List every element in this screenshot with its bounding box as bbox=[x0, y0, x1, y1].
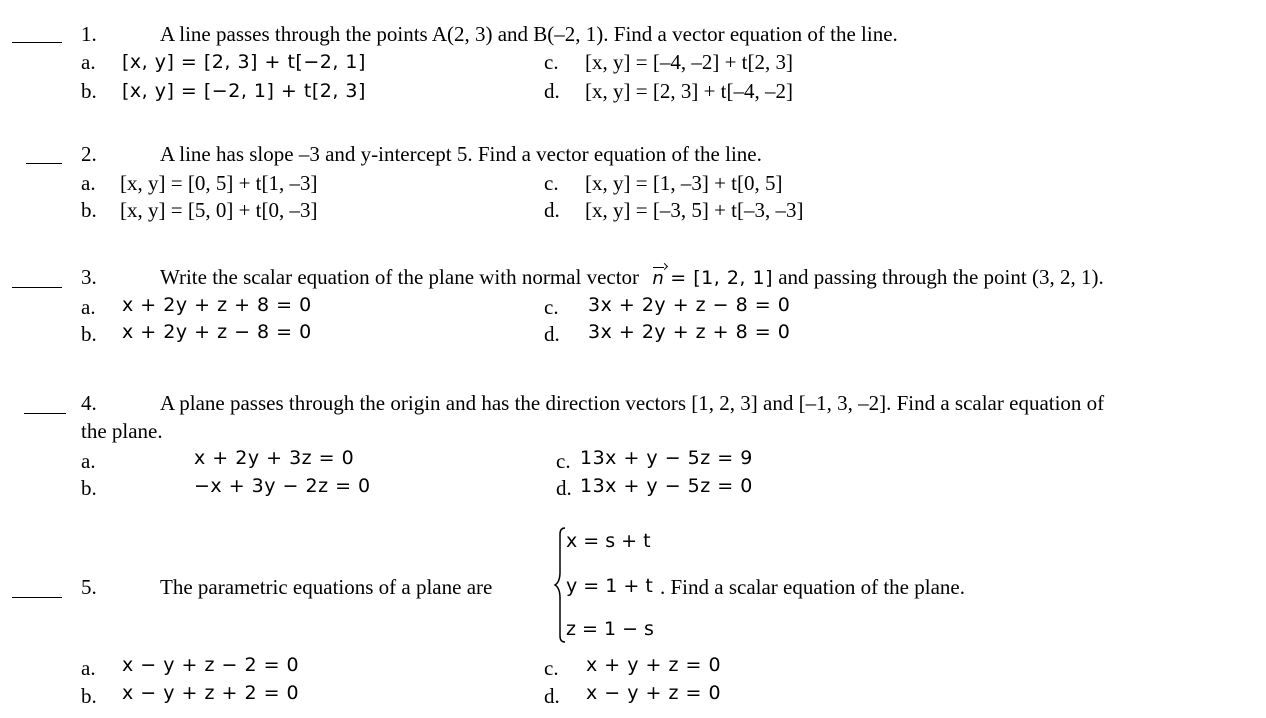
parametric-system bbox=[552, 524, 672, 644]
answer-blank-3[interactable] bbox=[12, 287, 62, 288]
question-number: 1. bbox=[81, 22, 97, 46]
option-b: −x + 3y − 2z = 0 bbox=[194, 475, 371, 497]
question-number: 4. bbox=[81, 391, 97, 415]
normal-vector-symbol: n bbox=[652, 268, 664, 289]
stem-text-before: Write the scalar equation of the plane with normal vector bbox=[160, 265, 640, 289]
option-b: x + 2y + z − 8 = 0 bbox=[122, 321, 312, 343]
option-c: 13x + y − 5z = 9 bbox=[580, 447, 753, 469]
question-stem: A plane passes through the origin and has the direction vectors [1, 2, 3] and [–1, 3, –2]. Find a scalar equation of bbox=[160, 391, 1105, 415]
option-d: x − y + z = 0 bbox=[586, 682, 722, 704]
option-a: x + 2y + z + 8 = 0 bbox=[122, 294, 312, 316]
system-equation-z: z = 1 − s bbox=[566, 618, 654, 640]
answer-blank-1[interactable] bbox=[12, 42, 62, 43]
question-number: 2. bbox=[81, 142, 97, 166]
option-a: [x, y] = [0, 5] + t[1, –3] bbox=[120, 171, 318, 195]
option-c: 3x + 2y + z − 8 = 0 bbox=[588, 294, 791, 316]
system-equation-y: y = 1 + t bbox=[566, 575, 653, 597]
option-letter-b: b. bbox=[81, 322, 97, 346]
option-b: [x, y] = [−2, 1] + t[2, 3] bbox=[122, 80, 366, 102]
option-letter-b: b. bbox=[81, 198, 97, 222]
option-a: x − y + z − 2 = 0 bbox=[122, 654, 300, 676]
option-c: [x, y] = [1, –3] + t[0, 5] bbox=[585, 171, 783, 195]
option-letter-d: d. bbox=[544, 198, 560, 222]
question-stem: A line passes through the points A(2, 3) and B(–2, 1). Find a vector equation of the line. bbox=[160, 22, 898, 46]
option-d: [x, y] = [2, 3] + t[–4, –2] bbox=[585, 79, 793, 103]
option-a: [x, y] = [2, 3] + t[−2, 1] bbox=[122, 51, 366, 73]
option-letter-a: a. bbox=[81, 656, 96, 680]
option-letter-b: b. bbox=[81, 684, 97, 708]
question-number: 3. bbox=[81, 265, 97, 289]
answer-blank-4[interactable] bbox=[24, 413, 66, 414]
option-letter-d: d. bbox=[544, 684, 560, 708]
option-letter-c: c. bbox=[544, 171, 559, 195]
question-stem bbox=[160, 265, 1104, 291]
normal-vector-value: = [1, 2, 1] bbox=[663, 267, 773, 289]
option-a: x + 2y + 3z = 0 bbox=[194, 447, 355, 469]
option-letter-b: b. bbox=[81, 79, 97, 103]
option-d: [x, y] = [–3, 5] + t[–3, –3] bbox=[585, 198, 804, 222]
option-letter-c: c. bbox=[544, 656, 559, 680]
option-letter-b: b. bbox=[81, 476, 97, 500]
stem-text-after: and passing through the point (3, 2, 1). bbox=[772, 265, 1104, 289]
option-letter-d: d. bbox=[544, 322, 560, 346]
option-letter-a: a. bbox=[81, 171, 96, 195]
option-b: x − y + z + 2 = 0 bbox=[122, 682, 300, 704]
question-stem-after: . Find a scalar equation of the plane. bbox=[660, 575, 965, 599]
option-letter-c: c. bbox=[556, 449, 571, 473]
answer-blank-2[interactable] bbox=[26, 163, 62, 164]
option-letter-c: c. bbox=[544, 295, 559, 319]
option-d: 13x + y − 5z = 0 bbox=[580, 475, 753, 497]
option-letter-a: a. bbox=[81, 449, 96, 473]
option-letter-c: c. bbox=[544, 50, 559, 74]
question-stem: A line has slope –3 and y-intercept 5. Find a vector equation of the line. bbox=[160, 142, 762, 166]
option-c: x + y + z = 0 bbox=[586, 654, 722, 676]
option-letter-a: a. bbox=[81, 50, 96, 74]
option-b: [x, y] = [5, 0] + t[0, –3] bbox=[120, 198, 318, 222]
question-stem-continued: the plane. bbox=[81, 419, 163, 443]
option-c: [x, y] = [–4, –2] + t[2, 3] bbox=[585, 50, 793, 74]
option-d: 3x + 2y + z + 8 = 0 bbox=[588, 321, 791, 343]
question-stem: The parametric equations of a plane are bbox=[160, 575, 493, 599]
option-letter-a: a. bbox=[81, 295, 96, 319]
system-equation-x: x = s + t bbox=[566, 530, 651, 552]
question-number: 5. bbox=[81, 575, 97, 599]
option-letter-d: d. bbox=[544, 79, 560, 103]
answer-blank-5[interactable] bbox=[12, 597, 62, 598]
option-letter-d: d. bbox=[556, 476, 572, 500]
